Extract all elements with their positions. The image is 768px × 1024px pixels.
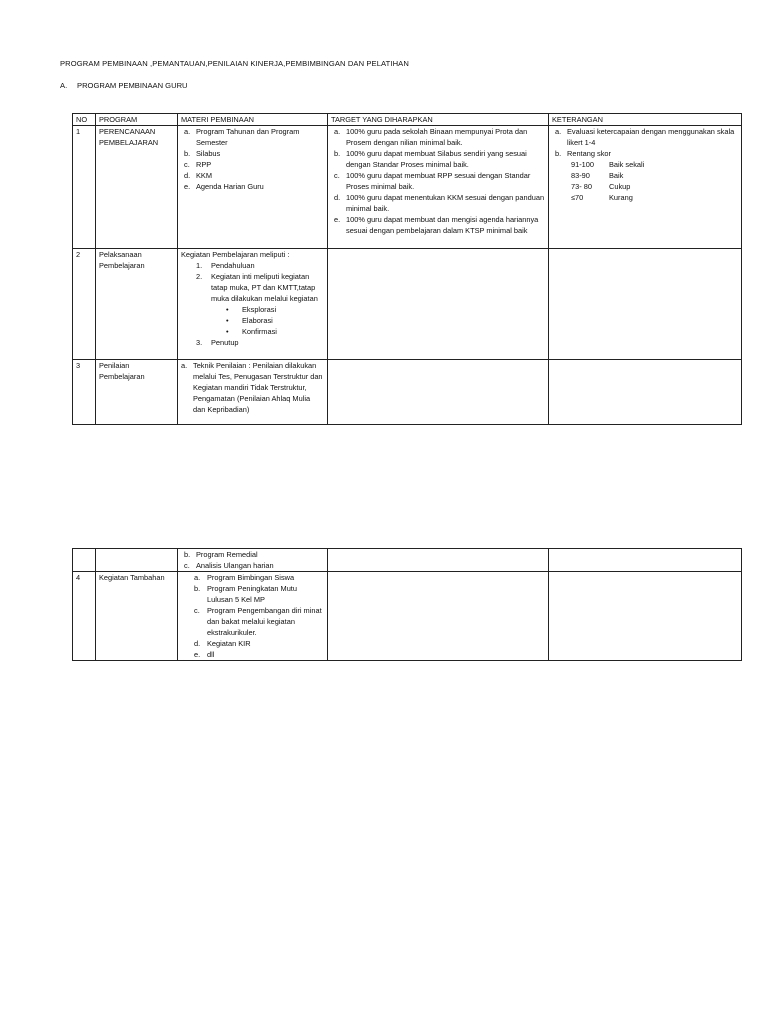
item-text: 100% guru dapat membuat dan mengisi agenda hariannya sesuai dengan pembelajaran dalam KTSP minimal baik: [346, 215, 539, 235]
item-marker: a.: [334, 127, 341, 136]
item-text: KKM: [196, 171, 213, 180]
bullet-icon: •: [226, 327, 229, 336]
program-table: [72, 113, 742, 425]
row-materi: [178, 549, 328, 572]
item-text: Elaborasi: [242, 316, 273, 325]
list-item: [181, 126, 324, 148]
row-keterangan: [549, 249, 742, 360]
row-keterangan: [549, 549, 742, 572]
list-item: [181, 337, 324, 348]
list-item: [331, 170, 545, 192]
row-number: 2: [73, 249, 96, 360]
row-program: Penilaian Pembelajaran: [96, 360, 178, 425]
row-keterangan: [549, 360, 742, 425]
item-text: Program Bimbingan Siswa: [207, 573, 295, 582]
item-marker: a.: [184, 127, 191, 136]
item-marker: e.: [334, 215, 341, 224]
list-item: [181, 572, 324, 583]
row-program: Pelaksanaan Pembelajaran: [96, 249, 178, 360]
row-target: [328, 360, 549, 425]
row-number: 1: [73, 126, 96, 249]
table-row: [73, 549, 742, 572]
row-target: [328, 549, 549, 572]
item-marker: c.: [184, 160, 190, 169]
item-marker: e.: [184, 182, 191, 191]
header-no: NO: [73, 114, 96, 126]
table-header-row: [73, 114, 742, 126]
table-row: [73, 249, 742, 360]
list-item: [181, 583, 324, 605]
item-text: 100% guru pada sekolah Binaan mempunyai Prota dan Prosem dengan nilian minimal baik.: [346, 127, 528, 147]
list-item: [181, 170, 324, 181]
item-text: Kegiatan inti meliputi kegiatan tatap muka, PT dan KMTT,tatap muka dilakukan melalui kegiatan: [211, 272, 318, 303]
item-marker: e.: [194, 650, 201, 659]
item-marker: 2.: [196, 272, 203, 281]
list-item: [181, 649, 324, 660]
score-row: [552, 181, 738, 192]
score-grade: Baik: [609, 171, 624, 180]
item-text: Kegiatan KIR: [207, 639, 251, 648]
row-target: [328, 249, 549, 360]
item-marker: c.: [194, 606, 200, 615]
header-materi: MATERI PEMBINAAN: [178, 114, 328, 126]
program-table-continued: [72, 548, 742, 661]
score-range: 73- 80: [571, 182, 592, 191]
bullet-icon: •: [226, 316, 229, 325]
item-marker: b.: [184, 550, 191, 559]
item-marker: b.: [555, 149, 562, 158]
score-row: [552, 192, 738, 203]
row-materi: [178, 126, 328, 249]
row-keterangan: [549, 572, 742, 661]
section-title: PROGRAM PEMBINAAN GURU: [77, 81, 188, 90]
list-item: [181, 326, 324, 337]
item-text: Program Pengembangan diri minat dan bakat melalui kegiatan ekstrakurikuler.: [207, 606, 322, 637]
item-text: Penutup: [211, 338, 239, 347]
row-materi: [178, 572, 328, 661]
row-materi: [178, 249, 328, 360]
header-program: PROGRAM: [96, 114, 178, 126]
item-text: RPP: [196, 160, 212, 169]
score-range: 83-90: [571, 171, 590, 180]
item-text: Program Peningkatan Mutu Lulusan 5 Kel MP: [207, 584, 297, 604]
section-letter: A.: [60, 81, 68, 90]
item-marker: 1.: [196, 261, 203, 270]
item-marker: d.: [184, 171, 191, 180]
list-item: [181, 605, 324, 638]
list-item: [331, 214, 545, 236]
list-item: [181, 159, 324, 170]
table-row: [73, 572, 742, 661]
item-text: 100% guru dapat membuat Silabus sendiri yang sesuai dengan Standar Proses minimal baik.: [346, 149, 527, 169]
list-item: [181, 148, 324, 159]
score-grade: Kurang: [609, 193, 633, 202]
list-item: [181, 560, 324, 571]
list-item: [181, 304, 324, 315]
item-marker: d.: [334, 193, 341, 202]
row-materi: [178, 360, 328, 425]
score-row: [552, 159, 738, 170]
item-text: Agenda Harian Guru: [196, 182, 264, 191]
score-row: [552, 170, 738, 181]
score-grade: Cukup: [609, 182, 631, 191]
list-item: [331, 192, 545, 214]
row-keterangan: [549, 126, 742, 249]
section-heading: [60, 80, 188, 91]
item-text: 100% guru dapat menentukan KKM sesuai dengan panduan minimal baik.: [346, 193, 545, 213]
item-text: Konfirmasi: [242, 327, 277, 336]
score-range: 91-100: [571, 160, 595, 169]
item-marker: c.: [334, 171, 340, 180]
list-item: [181, 360, 324, 415]
header-target: TARGET YANG DIHARAPKAN: [328, 114, 549, 126]
item-text: Pendahuluan: [211, 261, 255, 270]
item-marker: 3.: [196, 338, 203, 347]
item-marker: a.: [194, 573, 201, 582]
item-marker: c.: [184, 561, 190, 570]
row-program: Kegiatan Tambahan: [96, 572, 178, 661]
item-marker: a.: [181, 361, 188, 370]
list-item: [181, 271, 324, 304]
list-item: [181, 638, 324, 649]
row-target: [328, 572, 549, 661]
row-number: [73, 549, 96, 572]
list-item: [331, 148, 545, 170]
item-text: Eksplorasi: [242, 305, 277, 314]
item-text: dll: [207, 650, 215, 659]
row-number: 4: [73, 572, 96, 661]
item-text: Silabus: [196, 149, 221, 158]
list-item: [552, 148, 738, 159]
item-text: Program Remedial: [196, 550, 258, 559]
list-item: [181, 260, 324, 271]
list-item: [181, 549, 324, 560]
score-grade: Baik sekali: [609, 160, 645, 169]
table-row: [73, 126, 742, 249]
item-marker: a.: [555, 127, 562, 136]
row-program: [96, 549, 178, 572]
list-item: [552, 126, 738, 148]
document-title: PROGRAM PEMBINAAN ,PEMANTAUAN,PENILAIAN KINERJA,PEMBIMBINGAN DAN PELATIHAN: [60, 59, 409, 68]
list-item: [331, 126, 545, 148]
score-range: ≤70: [571, 193, 584, 202]
list-item: [181, 315, 324, 326]
row-target: [328, 126, 549, 249]
materi-intro: Kegiatan Pembelajaran meliputi :: [181, 250, 290, 259]
item-text: Program Tahunan dan Program Semester: [196, 127, 300, 147]
row-program: PERENCANAAN PEMBELAJARAN: [96, 126, 178, 249]
item-text: 100% guru dapat membuat RPP sesuai dengan Standar Proses minimal baik.: [346, 171, 531, 191]
table-row: [73, 360, 742, 425]
list-item: [181, 181, 324, 192]
item-text: Rentang skor: [567, 149, 611, 158]
item-text: Teknik Penilaian : Penilaian dilakukan melalui Tes, Penugasan Terstruktur dan Kegiatan mandiri Tidak Terstruktur, Pengamatan (Penilaian Ahlaq Mulia dan Kepribadian): [193, 361, 323, 414]
item-marker: d.: [194, 639, 201, 648]
item-text: Analisis Ulangan harian: [196, 561, 274, 570]
bullet-icon: •: [226, 305, 229, 314]
row-number: 3: [73, 360, 96, 425]
item-marker: b.: [184, 149, 191, 158]
item-marker: b.: [194, 584, 201, 593]
header-keterangan: KETERANGAN: [549, 114, 742, 126]
item-marker: b.: [334, 149, 341, 158]
item-text: Evaluasi ketercapaian dengan menggunakan skala likert 1-4: [567, 127, 735, 147]
